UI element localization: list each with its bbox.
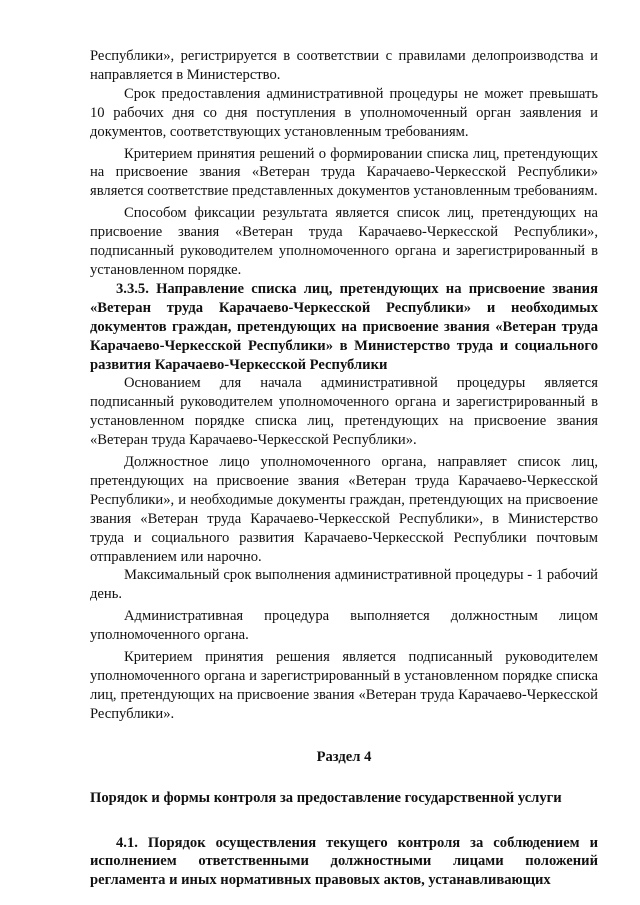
section-title: Раздел 4	[316, 748, 372, 765]
paragraph-procedure-basis: Основанием для начала административной процедуры является подписанный руководителем уполномоченного органа и зарегистрированный в установленном порядке списка лиц, претендующих на присвоение звания «Ветеран труда Карачаево-Черкесской Республики».	[90, 375, 598, 449]
subsection-heading-3-3-5: 3.3.5. Направление списка лиц, претендующих на присвоение звания «Ветеран труда Карачаево-Черкесской Республики» и необходимых документов граждан, претендующих на присвоение звания «Ветеран труда Карачаево-Черкесской Республики» в Министерство труда и социального развития Карачаево-Черкесской Республики	[90, 280, 598, 373]
paragraph-decision-criterion-2: Критерием принятия решения является подписанный руководителем уполномоченного органа и зарегистрированный в установленном порядке списка лиц, претендующих на присвоение звания «Ветеран труда Карачаево-Черкесской Республики».	[90, 649, 598, 722]
document-body	[90, 47, 598, 890]
paragraph-executor: Административная процедура выполняется должностным лицом уполномоченного органа.	[90, 608, 598, 644]
paragraph-procedure-term: Срок предоставления административной процедуры не может превышать 10 рабочих дня со дня поступления в уполномоченный орган заявления и документов, соответствующих установленным требованиям.	[90, 85, 598, 140]
paragraph-continuation: Республики», регистрируется в соответствии с правилами делопроизводства и направляется в Министерство.	[90, 48, 598, 83]
subsection-heading-4-1: 4.1. Порядок осуществления текущего контроля за соблюдением и исполнением ответственными должностными лицами положений регламента и иных нормативных правовых актов, устанавливающих	[90, 834, 598, 889]
paragraph-result-fixation: Способом фиксации результата является список лиц, претендующих на присвоение звания «Ветеран труда Карачаево-Черкесской Республики», подписанный руководителем уполномоченного органа и зарегистрированный в установленном порядке.	[90, 205, 598, 278]
paragraph-official-sends-list: Должностное лицо уполномоченного органа, направляет список лиц, претендующих на присвоение звания «Ветеран труда Карачаево-Черкесской Республики», и необходимые документы граждан, претендующих на присвоение звания «Ветеран труда Карачаево-Черкесской Республики», в Министерство труда и социального развития Карачаево-Черкесской Республики почтовым отправлением или нарочно.	[90, 454, 598, 565]
paragraph-decision-criterion: Критерием принятия решений о формировании списка лиц, претендующих на присвоение звания «Ветеран труда Карачаево-Черкесской Республики» является соответствие представленных документов установленным требованиям.	[90, 145, 598, 200]
paragraph-max-term: Максимальный срок выполнения административной процедуры - 1 рабочий день.	[90, 567, 598, 603]
section-heading: Порядок и формы контроля за предоставление государственной услуги	[90, 789, 562, 806]
